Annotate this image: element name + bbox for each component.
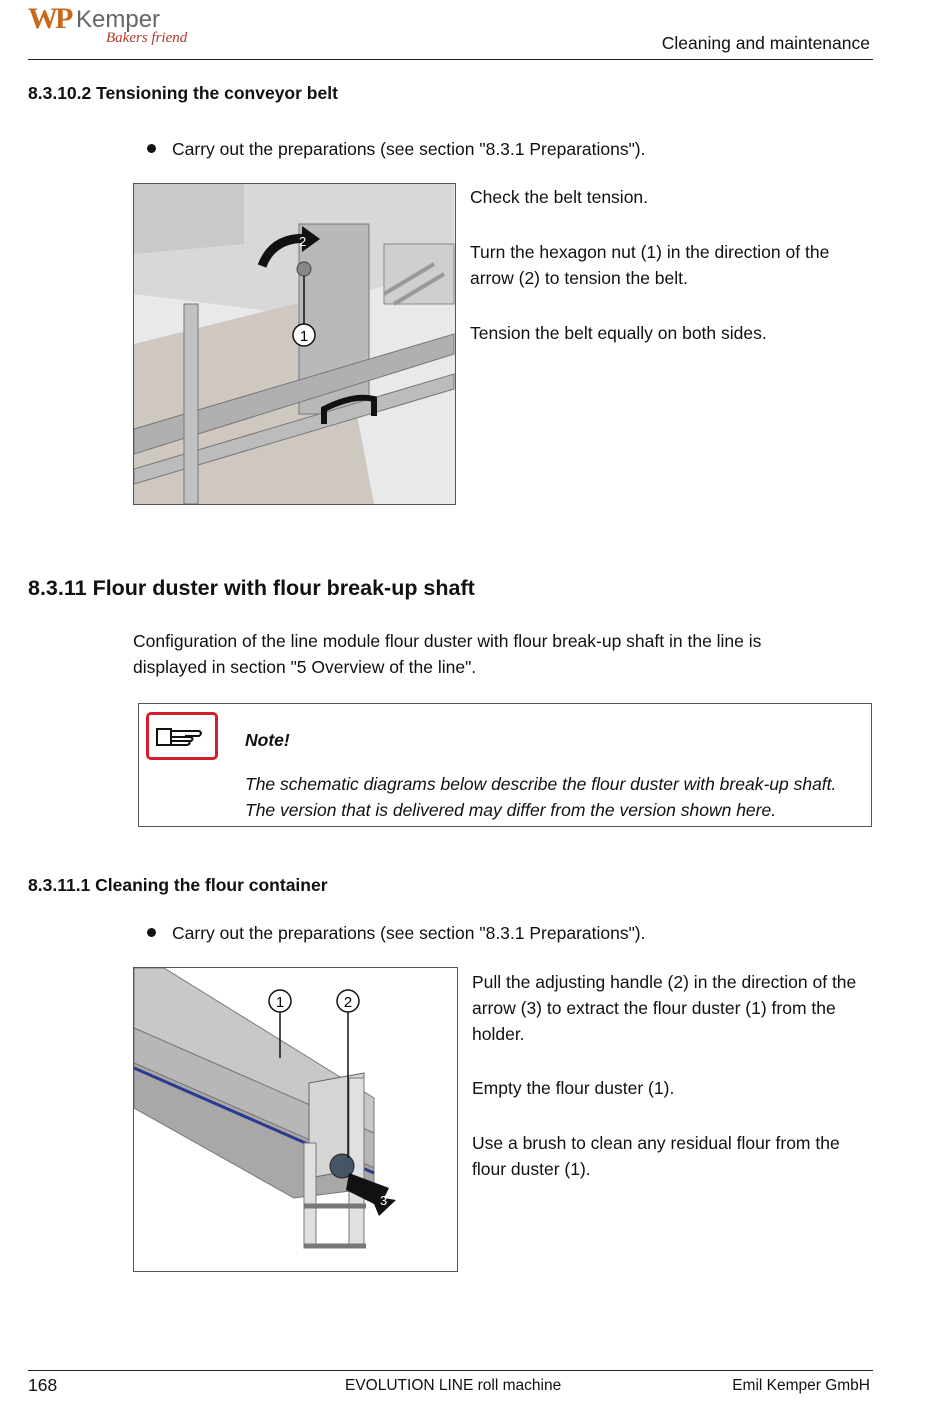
step-pull-handle: Pull the adjusting handle (2) in the direction of the arrow (3) to extract the flour duster (1) from the holder. bbox=[472, 972, 857, 1044]
step-tension-equally: Tension the belt equally on both sides. bbox=[470, 323, 767, 343]
figure-flour-duster bbox=[133, 967, 458, 1272]
bullet-dot-icon bbox=[147, 144, 156, 153]
footer-rule bbox=[28, 1370, 873, 1371]
callout-2-label: 2 bbox=[343, 994, 353, 1011]
bullet-dot-icon bbox=[147, 928, 156, 937]
note-text: The schematic diagrams below describe the flour duster with break-up shaft. The version that is delivered may differ from the version shown here. bbox=[245, 774, 837, 820]
header-rule bbox=[28, 59, 873, 60]
bullet-preparations-2 bbox=[147, 923, 646, 944]
hand-drawing bbox=[149, 715, 215, 757]
kemper-logo bbox=[28, 2, 188, 54]
heading-tensioning-belt: 8.3.10.2 Tensioning the conveyor belt bbox=[28, 83, 338, 103]
figure-belt-tensioning bbox=[133, 183, 456, 505]
callout-1-label: 1 bbox=[275, 994, 285, 1011]
step-check-tension: Check the belt tension. bbox=[470, 187, 649, 207]
logo-tagline: Bakers friend bbox=[106, 30, 188, 46]
callout-2-label: 2 bbox=[299, 234, 307, 249]
callout-1-label: 1 bbox=[299, 328, 309, 345]
callout-3-label: 3 bbox=[380, 1193, 388, 1208]
intro-paragraph: Configuration of the line module flour duster with flour break-up shaft in the line is displayed in section "5 Overview of the line". bbox=[133, 631, 762, 677]
logo-name: Kemper bbox=[76, 6, 161, 33]
header-section-title: Cleaning and maintenance bbox=[661, 33, 870, 53]
page-number: 168 bbox=[28, 1375, 58, 1395]
footer-company: Emil Kemper GmbH bbox=[732, 1377, 870, 1394]
bullet-text: Carry out the preparations (see section "8.3.1 Preparations"). bbox=[172, 139, 646, 159]
logo-mark: WP bbox=[28, 2, 71, 35]
bullet-preparations-1 bbox=[147, 139, 646, 160]
flour-duster-illustration bbox=[134, 968, 457, 1271]
step-empty-duster: Empty the flour duster (1). bbox=[472, 1078, 675, 1098]
footer-product: EVOLUTION LINE roll machine bbox=[345, 1377, 562, 1394]
step-turn-nut: Turn the hexagon nut (1) in the direction of the arrow (2) to tension the belt. bbox=[470, 242, 830, 288]
heading-flour-duster: 8.3.11 Flour duster with flour break-up shaft bbox=[28, 576, 475, 600]
pointing-hand-icon bbox=[146, 712, 218, 760]
belt-tensioner-illustration bbox=[134, 184, 455, 504]
step-brush-clean: Use a brush to clean any residual flour from the flour duster (1). bbox=[472, 1133, 840, 1179]
bullet-text: Carry out the preparations (see section "8.3.1 Preparations"). bbox=[172, 923, 646, 943]
note-title: Note! bbox=[245, 730, 290, 750]
heading-cleaning-container: 8.3.11.1 Cleaning the flour container bbox=[28, 875, 328, 895]
